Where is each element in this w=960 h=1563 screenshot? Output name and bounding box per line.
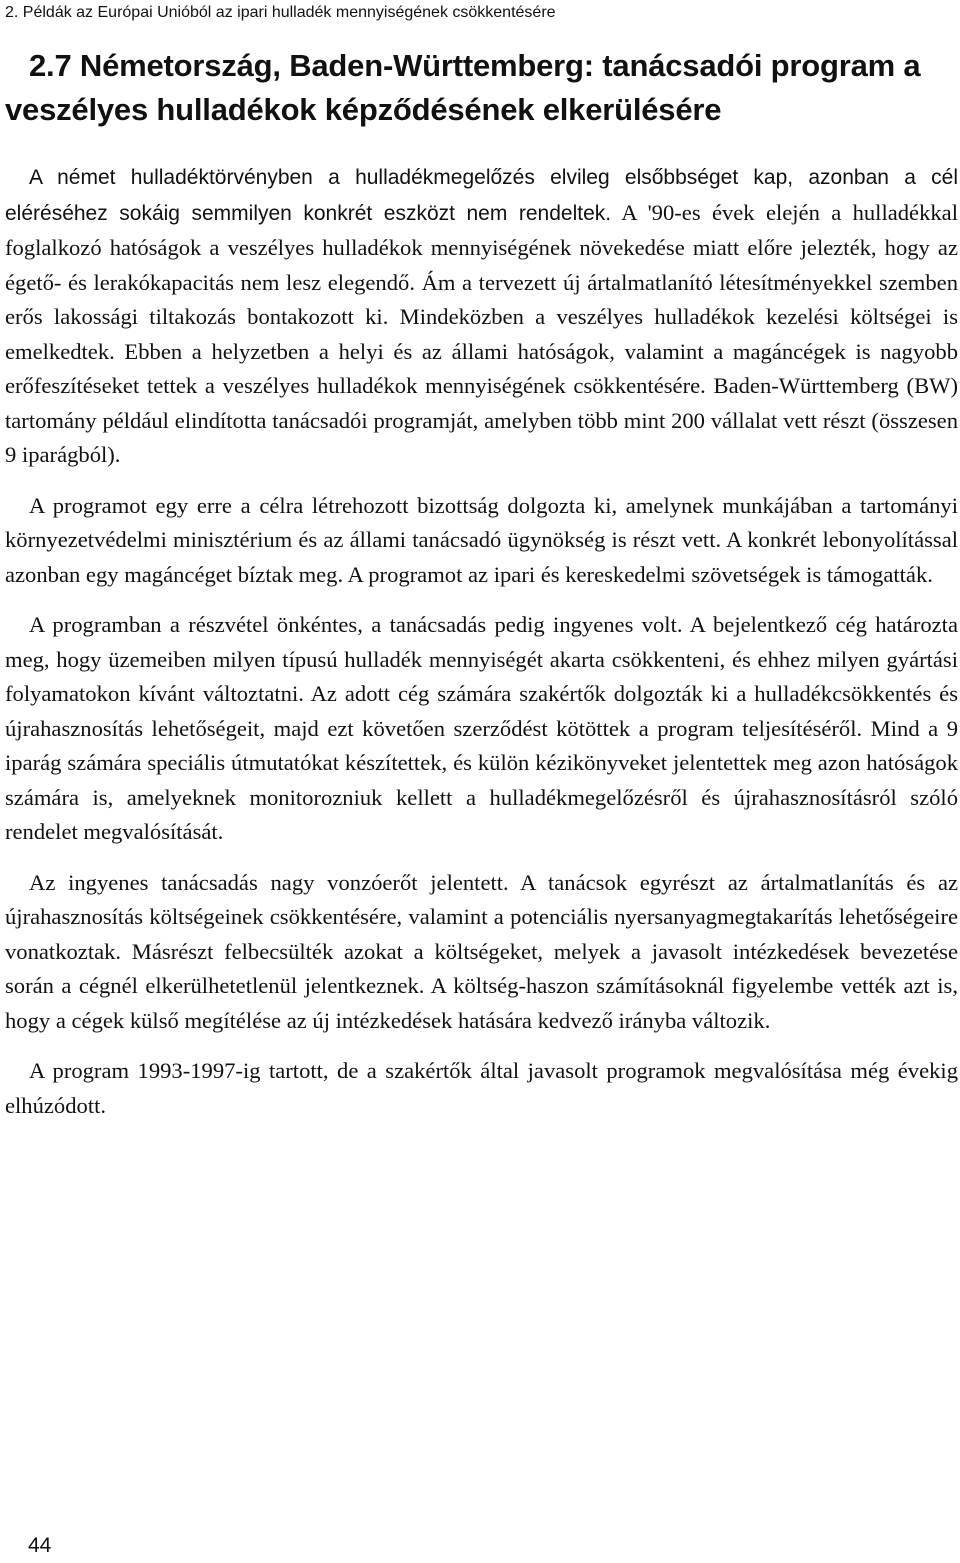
paragraph-1 [5,160,958,473]
body-text [5,160,958,1139]
section-title-line-2: veszélyes hulladékok képződésének elkerülésére [5,92,722,127]
paragraph-1-rest: A '90-es évek elején a hulladékkal foglalkozó hatóságok a veszélyes hulladékok mennyiségének növekedése miatt előre jelezték, hogy az égető- és lerakókapacitás nem lesz elegendő. Ám a tervezett új ártalmatlanító létesítményekkel szemben erős lakossági tiltakozás bontakozott ki. Mindeközben a veszélyes hulladékok kezelési költségei is emelkedtek. Ebben a helyzetben a helyi és az állami hatóságok, valamint a magáncégek is nagyobb erőfeszítéseket tettek a veszélyes hulladékok mennyiségének csökkentésére. Baden-Württemberg (BW) tartomány például elindította tanácsadói programját, amelyben több mint 200 vállalat vett részt (összesen 9 iparágból). [5,199,958,467]
paragraph-2: A programot egy erre a célra létrehozott bizottság dolgozta ki, amelynek munkájában a tartományi környezetvédelmi minisztérium és az állami tanácsadó ügynökség is részt vett. A konkrét lebonyolítással azonban egy magáncéget bíztak meg. A programot az ipari és kereskedelmi szövetségek is támogatták. [5,492,958,587]
running-header: 2. Példák az Európai Unióból az ipari hulladék mennyiségének csökkentésére [5,4,556,21]
section-title [5,44,955,132]
page-number: 44 [28,1534,52,1557]
paragraph-3: A programban a részvétel önkéntes, a tanácsadás pedig ingyenes volt. A bejelentkező cég határozta meg, hogy üzemeiben milyen típusú hulladék mennyiségét akarta csökkenteni, és ehhez milyen gyártási folyamatokon kívánt változtatni. Az adott cég számára szakértők dolgozták ki a hulladékcsökkentés és újrahasznosítás lehetőségeit, majd ezt követően szerződést kötöttek a program teljesítéséről. Mind a 9 iparág számára speciális útmutatókat készítettek, és külön kézikönyveket jelentettek meg azon hatóságok számára is, amelyeknek monitorozniuk kellett a hulladékmegelőzésről és újrahasznosításról szóló rendelet megvalósítását. [5,612,958,844]
section-title-line-1: 2.7 Németország, Baden-Württemberg: tanácsadói program a [29,48,921,83]
paragraph-5: A program 1993-1997-ig tartott, de a szakértők által javasolt programok megvalósítása még évekig elhúzódott. [5,1058,958,1118]
paragraph-4: Az ingyenes tanácsadás nagy vonzóerőt jelentett. A tanácsok egyrészt az ártalmatlanítás és az újrahasznosítás költségeinek csökkentésére, valamint a potenciális nyersanyagmegtakarítás lehetőségeire vonatkoztak. Másrészt felbecsülték azokat a költségeket, melyek a javasolt intézkedések bevezetése során a cégnél elkerülhetetlenül jelentkeznek. A költség-haszon számításoknál figyelembe vették azt is, hogy a cégek külső megítélése az új intézkedések hatására kedvező irányba változik. [5,869,958,1033]
paragraph-1-lead: A német hulladéktörvényben a hulladékmegelőzés elvileg elsőbbséget kap, azonban a cél eléréséhez sokáig semmilyen konkrét eszközt nem rendeltek. [5,166,958,225]
